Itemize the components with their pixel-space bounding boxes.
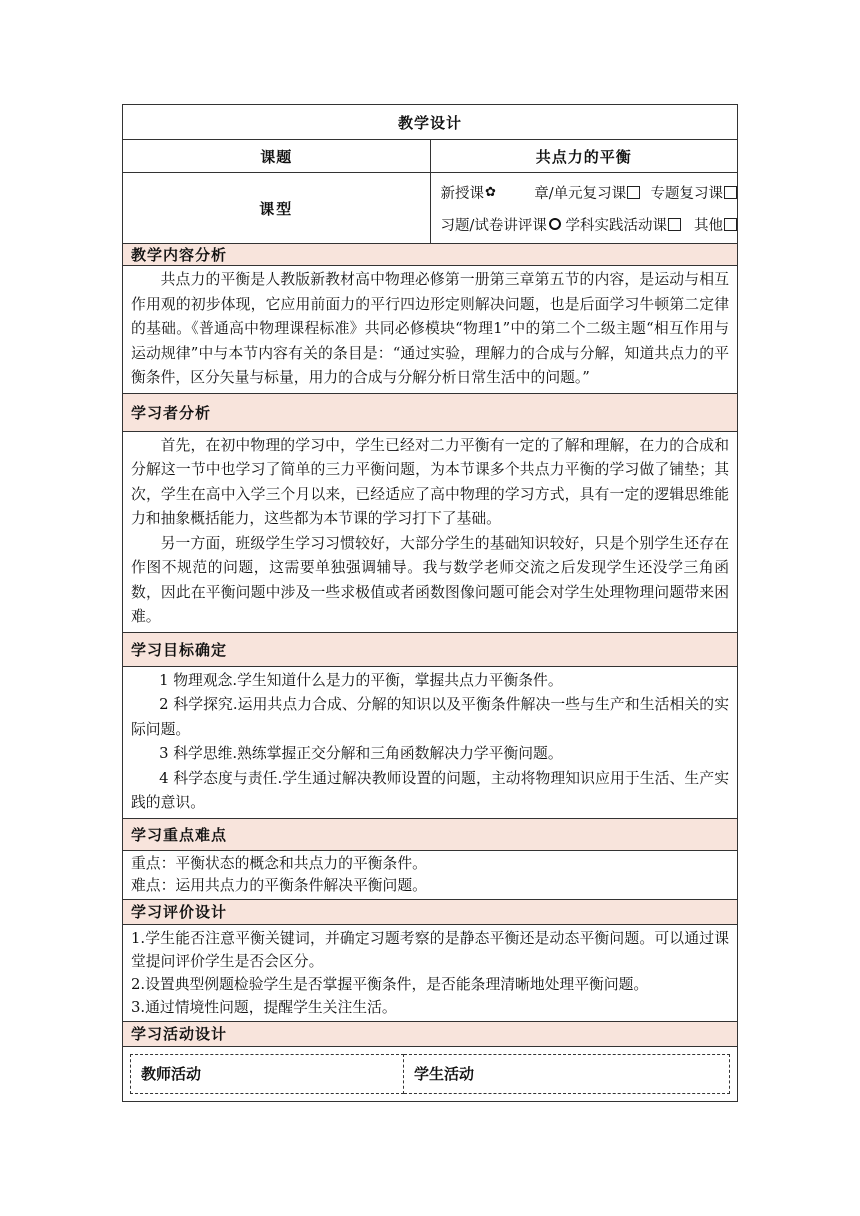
radio-selected-icon[interactable] bbox=[549, 218, 561, 230]
learner-analysis-heading: 学习者分析 bbox=[123, 393, 738, 431]
option-label: 其他 bbox=[694, 217, 723, 234]
objectives-heading: 学习目标确定 bbox=[123, 632, 738, 666]
evaluation-heading: 学习评价设计 bbox=[123, 899, 738, 924]
activities-table bbox=[130, 1054, 730, 1094]
option-label: 章/单元复习课 bbox=[534, 185, 627, 202]
learner-analysis-body bbox=[123, 431, 738, 632]
lesson-plan-page bbox=[122, 104, 738, 1102]
option-other[interactable] bbox=[694, 214, 737, 235]
option-label: 学科实践活动课 bbox=[565, 217, 667, 234]
checkbox-icon[interactable] bbox=[668, 218, 681, 231]
lesson-type-label: 课型 bbox=[123, 173, 431, 244]
option-practice-activity[interactable] bbox=[566, 214, 695, 235]
key-points-body bbox=[123, 850, 738, 899]
objective-item: 3 科学思维.熟练掌握正交分解和三角函数解决力学平衡问题。 bbox=[159, 745, 563, 762]
option-unit-review[interactable] bbox=[534, 182, 650, 203]
evaluation-item: 2.设置典型例题检验学生是否掌握平衡条件，是否能条理清晰地处理平衡问题。 bbox=[131, 975, 649, 993]
option-new-lesson[interactable] bbox=[441, 182, 535, 203]
option-label: 习题/试卷讲评课 bbox=[440, 217, 547, 234]
learner-paragraph-2: 另一方面，班级学生学习习惯较好，大部分学生的基础知识较好，只是个别学生还存在作图不规范的问题，这需要单独强调辅导。我与数学老师交流之后发现学生还没学三角函数，因此在平衡问题中涉及一些求极值或者函数图像问题可能会对学生处理物理问题带来困难。 bbox=[131, 534, 729, 625]
lesson-plan-table bbox=[122, 104, 738, 1102]
objective-item: 4 科学态度与责任.学生通过解决教师设置的问题，主动将物理知识应用于生活、生产实践的意识。 bbox=[131, 769, 729, 811]
activities-heading: 学习活动设计 bbox=[123, 1021, 738, 1046]
option-label: 专题复习课 bbox=[650, 185, 723, 202]
learner-paragraph-1: 首先，在初中物理的学习中，学生已经对二力平衡有一定的了解和理解，在力的合成和分解这一节中也学习了简单的三力平衡问题，为本节课多个共点力平衡的学习做了铺垫；其次，学生在高中入学三个月以来，已经适应了高中物理的学习方式，具有一定的逻辑思维能力和抽象概括能力，这些都为本节课的学习打下了基础。 bbox=[131, 436, 729, 527]
content-analysis-body bbox=[123, 266, 738, 394]
gear-icon: ✿ bbox=[485, 184, 496, 200]
table-title: 教学设计 bbox=[123, 105, 738, 140]
objectives-body bbox=[123, 666, 738, 818]
checkbox-icon[interactable] bbox=[724, 186, 737, 199]
lesson-type-options bbox=[430, 173, 738, 244]
evaluation-item: 1.学生能否注意平衡关键词，并确定习题考察的是静态平衡还是动态平衡问题。可以通过课堂提问评价学生是否会区分。 bbox=[131, 929, 729, 970]
key-point-text: 重点：平衡状态的概念和共点力的平衡条件。 bbox=[131, 854, 427, 872]
content-analysis-heading: 教学内容分析 bbox=[123, 244, 738, 266]
checkbox-icon[interactable] bbox=[627, 186, 640, 199]
objective-item: 2 科学探究.运用共点力合成、分解的知识以及平衡条件解决一些与生产和生活相关的实际问题。 bbox=[131, 696, 729, 738]
topic-value: 共点力的平衡 bbox=[430, 140, 738, 173]
key-points-heading: 学习重点难点 bbox=[123, 818, 738, 850]
option-exercise-review[interactable] bbox=[441, 214, 566, 235]
student-activity-header: 学生活动 bbox=[404, 1054, 730, 1093]
difficulty-text: 难点：运用共点力的平衡条件解决平衡问题。 bbox=[131, 876, 427, 894]
content-analysis-text: 共点力的平衡是人教版新教材高中物理必修第一册第三章第五节的内容，是运动与相互作用观的初步体现，它应用前面力的平行四边形定则解决问题，也是后面学习牛顿第二定律的基础。《普通高中物理课程标准》共同必修模块“物理1”中的第二个二级主题“相互作用与运动规律”中与本节内容有关的条目是：“通过实验，理解力的合成与分解，知道共点力的平衡条件，区分矢量与标量，用力的合成与分解分析日常生活中的问题。” bbox=[131, 271, 729, 386]
topic-label: 课题 bbox=[123, 140, 431, 173]
evaluation-item: 3.通过情境性问题，提醒学生关注生活。 bbox=[131, 998, 397, 1016]
option-label: 新授课 bbox=[440, 185, 484, 202]
objective-item: 1 物理观念.学生知道什么是力的平衡，掌握共点力平衡条件。 bbox=[159, 671, 563, 689]
option-topic-review[interactable] bbox=[651, 182, 738, 203]
lesson-type-row-2 bbox=[441, 208, 738, 240]
checkbox-icon[interactable] bbox=[724, 218, 737, 231]
evaluation-body bbox=[123, 924, 738, 1021]
teacher-activity-header: 教师活动 bbox=[131, 1054, 404, 1093]
activities-body bbox=[123, 1046, 738, 1101]
lesson-type-row-1 bbox=[441, 176, 738, 208]
